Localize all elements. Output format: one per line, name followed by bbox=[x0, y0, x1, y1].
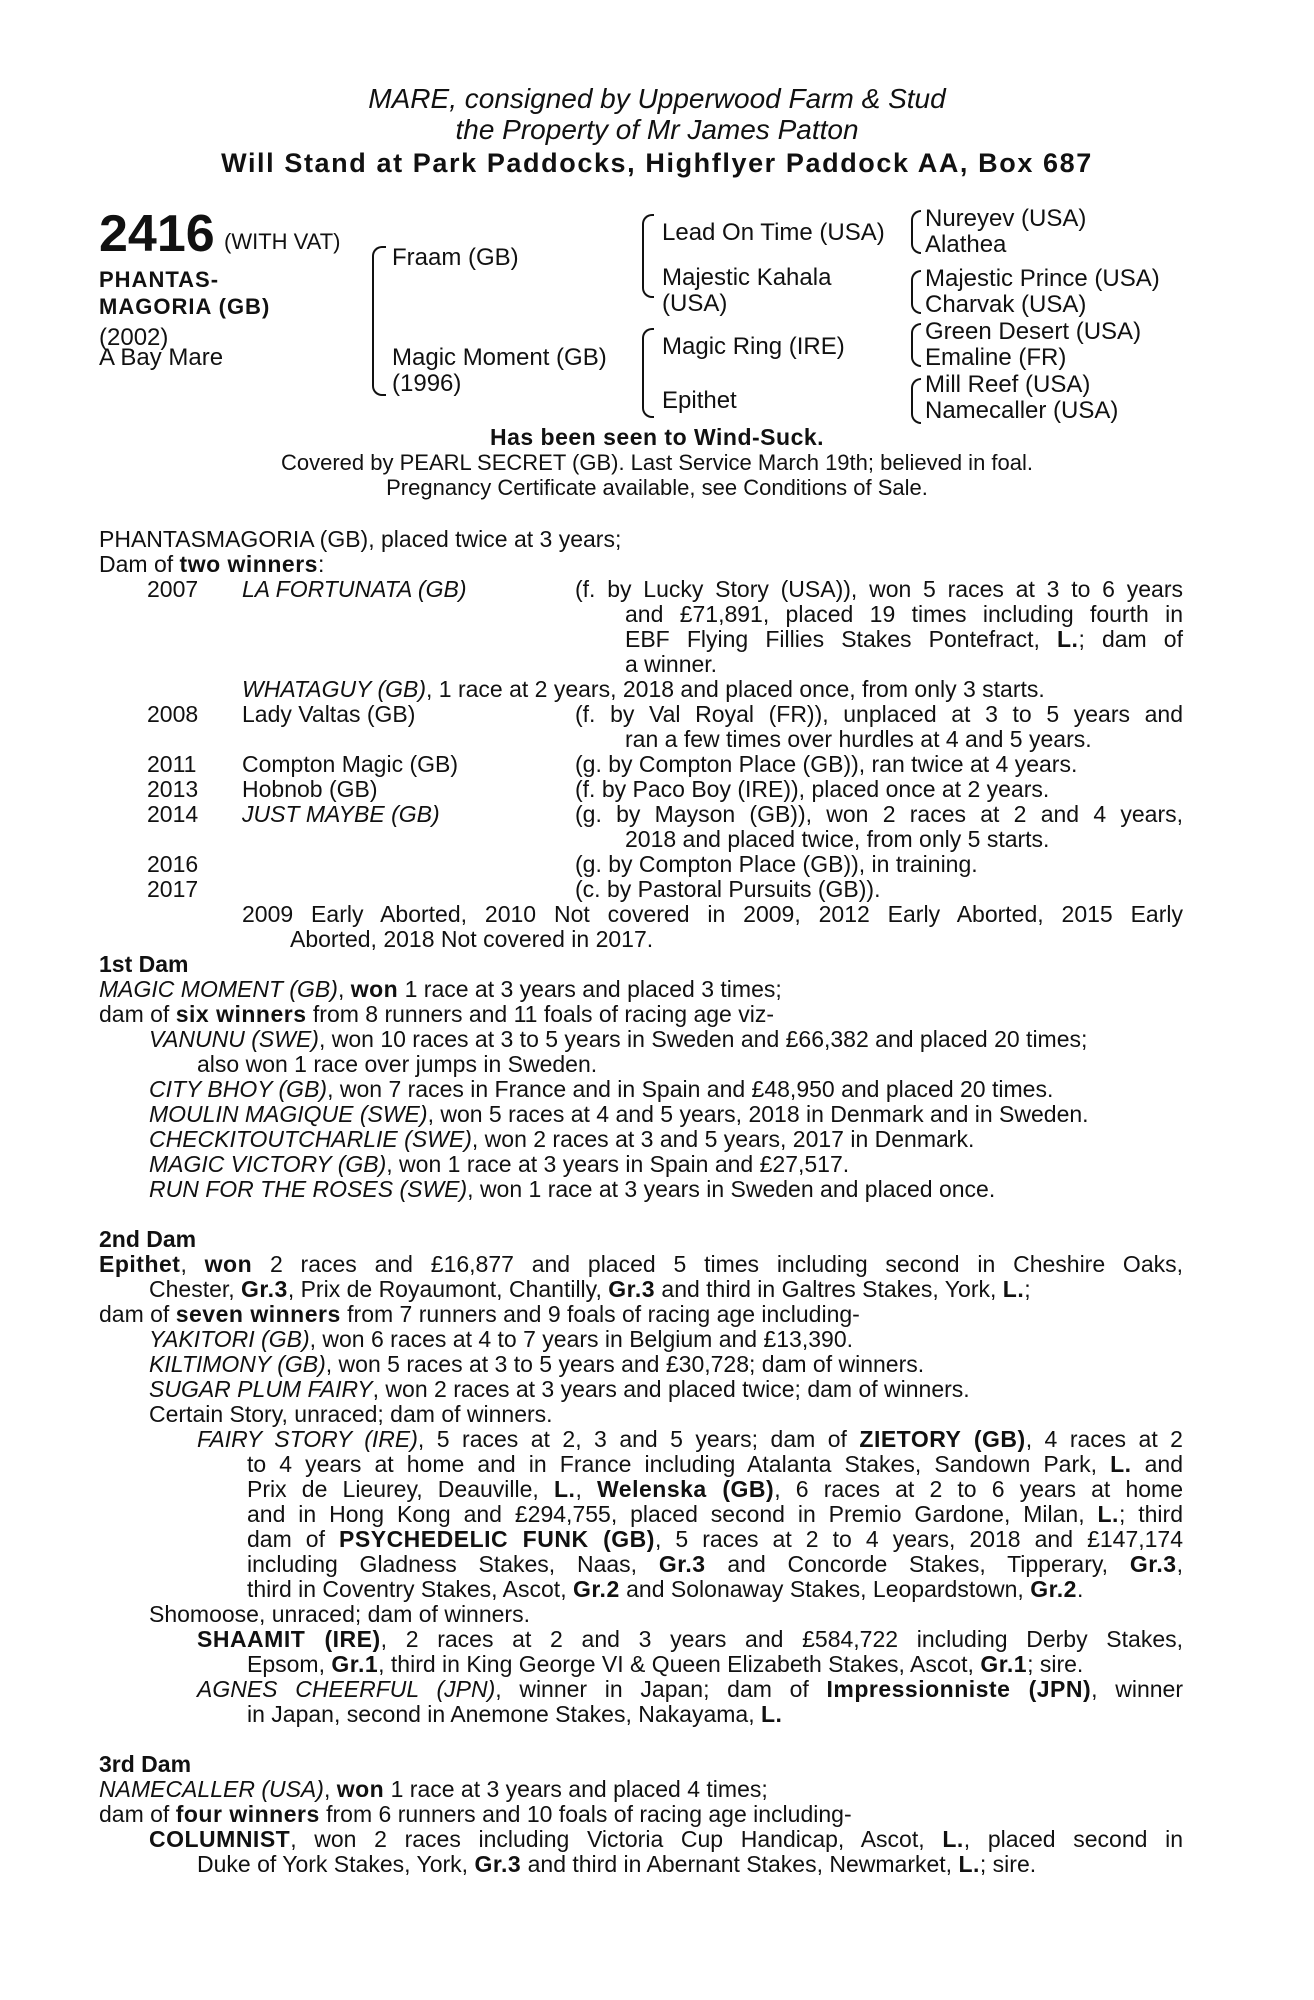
produce-detail: (f. by Lucky Story (USA)), won 5 races at 3 to 6 years bbox=[575, 576, 1183, 602]
produce-name: Lady Valtas (GB) bbox=[242, 701, 416, 727]
pedigree-sss: Nureyev (USA) bbox=[925, 205, 1087, 232]
third-dam-line: NAMECALLER (USA), won 1 race at 3 years and placed 4 times; bbox=[99, 1776, 768, 1802]
produce-detail: (g. by Mayson (GB)), won 2 races at 2 and 4 years, bbox=[575, 801, 1183, 827]
produce-intro: PHANTASMAGORIA (GB), placed twice at 3 years; bbox=[99, 526, 622, 552]
produce-detail: 2018 and placed twice, from only 5 starts. bbox=[625, 826, 1050, 852]
first-dam-produce: MAGIC VICTORY (GB), won 1 race at 3 years in Spain and £27,517. bbox=[149, 1151, 850, 1177]
second-dam-grandproduce: third in Coventry Stakes, Ascot, Gr.2 and Solonaway Stakes, Leopardstown, Gr.2. bbox=[247, 1576, 1084, 1602]
first-dam-line: dam of six winners from 8 runners and 11 foals of racing age viz- bbox=[99, 1001, 774, 1027]
horse-year: (2002) bbox=[99, 324, 169, 351]
second-dam-line: dam of seven winners from 7 runners and 9 foals of racing age including- bbox=[99, 1301, 860, 1327]
produce-name: Compton Magic (GB) bbox=[242, 751, 459, 777]
third-dam-line: dam of four winners from 6 runners and 10 foals of racing age including- bbox=[99, 1801, 852, 1827]
horse-description: A Bay Mare bbox=[99, 344, 224, 371]
abortion-note: 2009 Early Aborted, 2010 Not covered in 2009, 2012 Early Aborted, 2015 Early bbox=[242, 901, 1183, 927]
second-dam-grandproduce: Prix de Lieurey, Deauville, L., Welenska (GB), 6 races at 2 to 6 years at home bbox=[247, 1476, 1184, 1502]
pedigree-dam-dam: Epithet bbox=[662, 387, 737, 414]
second-dam-line: Epithet, won 2 races and £16,877 and placed 5 times including second in Cheshire Oaks, bbox=[99, 1251, 1184, 1277]
pedigree-sire: Fraam (GB) bbox=[392, 244, 519, 271]
first-dam-heading: 1st Dam bbox=[99, 951, 189, 977]
first-dam-produce: CITY BHOY (GB), won 7 races in France and in Spain and £48,950 and placed 20 times. bbox=[149, 1076, 1054, 1102]
pedigree-ssd: Alathea bbox=[925, 231, 1007, 258]
first-dam-produce: also won 1 race over jumps in Sweden. bbox=[197, 1051, 598, 1077]
produce-year: 2007 bbox=[147, 576, 199, 602]
first-dam-produce: RUN FOR THE ROSES (SWE), won 1 race at 3 years in Sweden and placed once. bbox=[149, 1176, 996, 1202]
pedigree-brace-ss bbox=[911, 210, 921, 254]
vat-note: (WITH VAT) bbox=[224, 229, 341, 254]
second-dam-produce: KILTIMONY (GB), won 5 races at 3 to 5 years and £30,728; dam of winners. bbox=[149, 1351, 925, 1377]
pedigree-dsd: Emaline (FR) bbox=[925, 344, 1067, 371]
pedigree-brace-dd bbox=[911, 378, 921, 424]
produce-year: 2017 bbox=[147, 876, 199, 902]
produce-detail: (f. by Val Royal (FR)), unplaced at 3 to 5 years and bbox=[575, 701, 1183, 727]
produce-year: 2014 bbox=[147, 801, 199, 827]
pedigree-dds: Mill Reef (USA) bbox=[925, 371, 1091, 398]
second-dam-heading: 2nd Dam bbox=[99, 1226, 197, 1252]
pedigree-dam: Magic Moment (GB) bbox=[392, 344, 607, 371]
produce-name: JUST MAYBE (GB) bbox=[242, 801, 440, 827]
produce-grandchild: WHATAGUY (GB), 1 race at 2 years, 2018 and placed once, from only 3 starts. bbox=[242, 676, 1045, 702]
produce-detail: (g. by Compton Place (GB)), ran twice at 4 years. bbox=[575, 751, 1078, 777]
pedigree-brace-sd bbox=[911, 270, 921, 314]
pedigree-brace-main bbox=[372, 246, 386, 396]
produce-detail: EBF Flying Fillies Stakes Pontefract, L.; dam of bbox=[625, 626, 1183, 652]
first-dam-produce: MOULIN MAGIQUE (SWE), won 5 races at 4 and 5 years, 2018 in Denmark and in Sweden. bbox=[149, 1101, 1089, 1127]
produce-detail: (c. by Pastoral Pursuits (GB)). bbox=[575, 876, 881, 902]
abortion-note: Aborted, 2018 Not covered in 2017. bbox=[290, 926, 654, 952]
produce-detail: (f. by Paco Boy (IRE)), placed once at 2 years. bbox=[575, 776, 1050, 802]
produce-detail: ran a few times over hurdles at 4 and 5 years. bbox=[625, 726, 1092, 752]
produce-year: 2016 bbox=[147, 851, 199, 877]
second-dam-grandproduce: and in Hong Kong and £294,755, placed second in Premio Gardone, Milan, L.; third bbox=[247, 1501, 1183, 1527]
pedigree-sire-sire: Lead On Time (USA) bbox=[662, 219, 885, 246]
pedigree-sire-dam: Majestic Kahala bbox=[662, 264, 832, 291]
horse-name-line1: PHANTAS- bbox=[99, 267, 220, 292]
windsuck-note: Has been seen to Wind-Suck. bbox=[489, 424, 825, 450]
second-dam-grandproduce: dam of PSYCHEDELIC FUNK (GB), 5 races at 2 to 4 years, 2018 and £147,174 bbox=[247, 1526, 1184, 1552]
first-dam-produce: CHECKITOUTCHARLIE (SWE), won 2 races at 3 and 5 years, 2017 in Denmark. bbox=[149, 1126, 975, 1152]
second-dam-line: Chester, Gr.3, Prix de Royaumont, Chantilly, Gr.3 and third in Galtres Stakes, York, L.; bbox=[149, 1276, 1031, 1302]
pedigree-dam-year: (1996) bbox=[392, 370, 462, 397]
produce-year: 2013 bbox=[147, 776, 199, 802]
second-dam-produce: YAKITORI (GB), won 6 races at 4 to 7 years in Belgium and £13,390. bbox=[149, 1326, 853, 1352]
produce-name: LA FORTUNATA (GB) bbox=[242, 576, 467, 602]
second-dam-grandproduce: SHAAMIT (IRE), 2 races at 2 and 3 years and £584,722 including Derby Stakes, bbox=[197, 1626, 1183, 1652]
second-dam-grandproduce: to 4 years at home and in France including Atalanta Stakes, Sandown Park, L. and bbox=[247, 1451, 1184, 1477]
second-dam-grandproduce: FAIRY STORY (IRE), 5 races at 2, 3 and 5 years; dam of ZIETORY (GB), 4 races at 2 bbox=[197, 1426, 1183, 1452]
second-dam-grandproduce: including Gladness Stakes, Naas, Gr.3 and Concorde Stakes, Tipperary, Gr.3, bbox=[247, 1551, 1183, 1577]
pedigree-ddd: Namecaller (USA) bbox=[925, 397, 1119, 424]
produce-name: Hobnob (GB) bbox=[242, 776, 378, 802]
lot-number: 2416 bbox=[99, 205, 215, 263]
produce-winners-line: Dam of two winners: bbox=[99, 551, 325, 577]
pedigree-brace-dam bbox=[642, 328, 654, 418]
second-dam-grandproduce: in Japan, second in Anemone Stakes, Nakayama, L. bbox=[247, 1701, 783, 1727]
third-dam-heading: 3rd Dam bbox=[99, 1751, 192, 1777]
horse-name-line2: MAGORIA (GB) bbox=[99, 294, 271, 319]
pedigree-sdd: Charvak (USA) bbox=[925, 291, 1087, 318]
third-dam-produce: Duke of York Stakes, York, Gr.3 and third in Abernant Stakes, Newmarket, L.; sire. bbox=[197, 1851, 1037, 1877]
pedigree-brace-sire bbox=[642, 214, 654, 298]
pedigree-sire-dam-country: (USA) bbox=[662, 290, 728, 317]
covered-note: Covered by PEARL SECRET (GB). Last Service March 19th; believed in foal. bbox=[281, 450, 1033, 475]
pedigree-dam-sire: Magic Ring (IRE) bbox=[662, 333, 845, 360]
produce-detail: (g. by Compton Place (GB)), in training. bbox=[575, 851, 978, 877]
second-dam-produce: Certain Story, unraced; dam of winners. bbox=[149, 1401, 553, 1427]
second-dam-grandproduce: Epsom, Gr.1, third in King George VI & Queen Elizabeth Stakes, Ascot, Gr.1; sire. bbox=[247, 1651, 1084, 1677]
pedigree-dss: Green Desert (USA) bbox=[925, 318, 1142, 345]
produce-year: 2008 bbox=[147, 701, 199, 727]
pedigree-brace-ds bbox=[911, 323, 921, 367]
second-dam-grandproduce: AGNES CHEERFUL (JPN), winner in Japan; dam of Impressionniste (JPN), winner bbox=[197, 1676, 1183, 1702]
second-dam-produce: Shomoose, unraced; dam of winners. bbox=[149, 1601, 530, 1627]
first-dam-line: MAGIC MOMENT (GB), won 1 race at 3 years and placed 3 times; bbox=[99, 976, 782, 1002]
owner-line: the Property of Mr James Patton bbox=[455, 114, 859, 145]
location-line: Will Stand at Park Paddocks, Highflyer Paddock AA, Box 687 bbox=[221, 148, 1093, 178]
pregnancy-note: Pregnancy Certificate available, see Conditions of Sale. bbox=[386, 475, 928, 500]
produce-detail: a winner. bbox=[625, 651, 718, 677]
first-dam-produce: VANUNU (SWE), won 10 races at 3 to 5 years in Sweden and £66,382 and placed 20 times; bbox=[149, 1026, 1088, 1052]
third-dam-produce: COLUMNIST, won 2 races including Victoria Cup Handicap, Ascot, L., placed second in bbox=[149, 1826, 1183, 1852]
produce-detail: and £71,891, placed 19 times including fourth in bbox=[625, 601, 1183, 627]
second-dam-produce: SUGAR PLUM FAIRY, won 2 races at 3 years and placed twice; dam of winners. bbox=[149, 1376, 970, 1402]
pedigree-sds: Majestic Prince (USA) bbox=[925, 265, 1160, 292]
consignor-line: MARE, consigned by Upperwood Farm & Stud bbox=[368, 83, 946, 114]
produce-year: 2011 bbox=[147, 751, 197, 777]
